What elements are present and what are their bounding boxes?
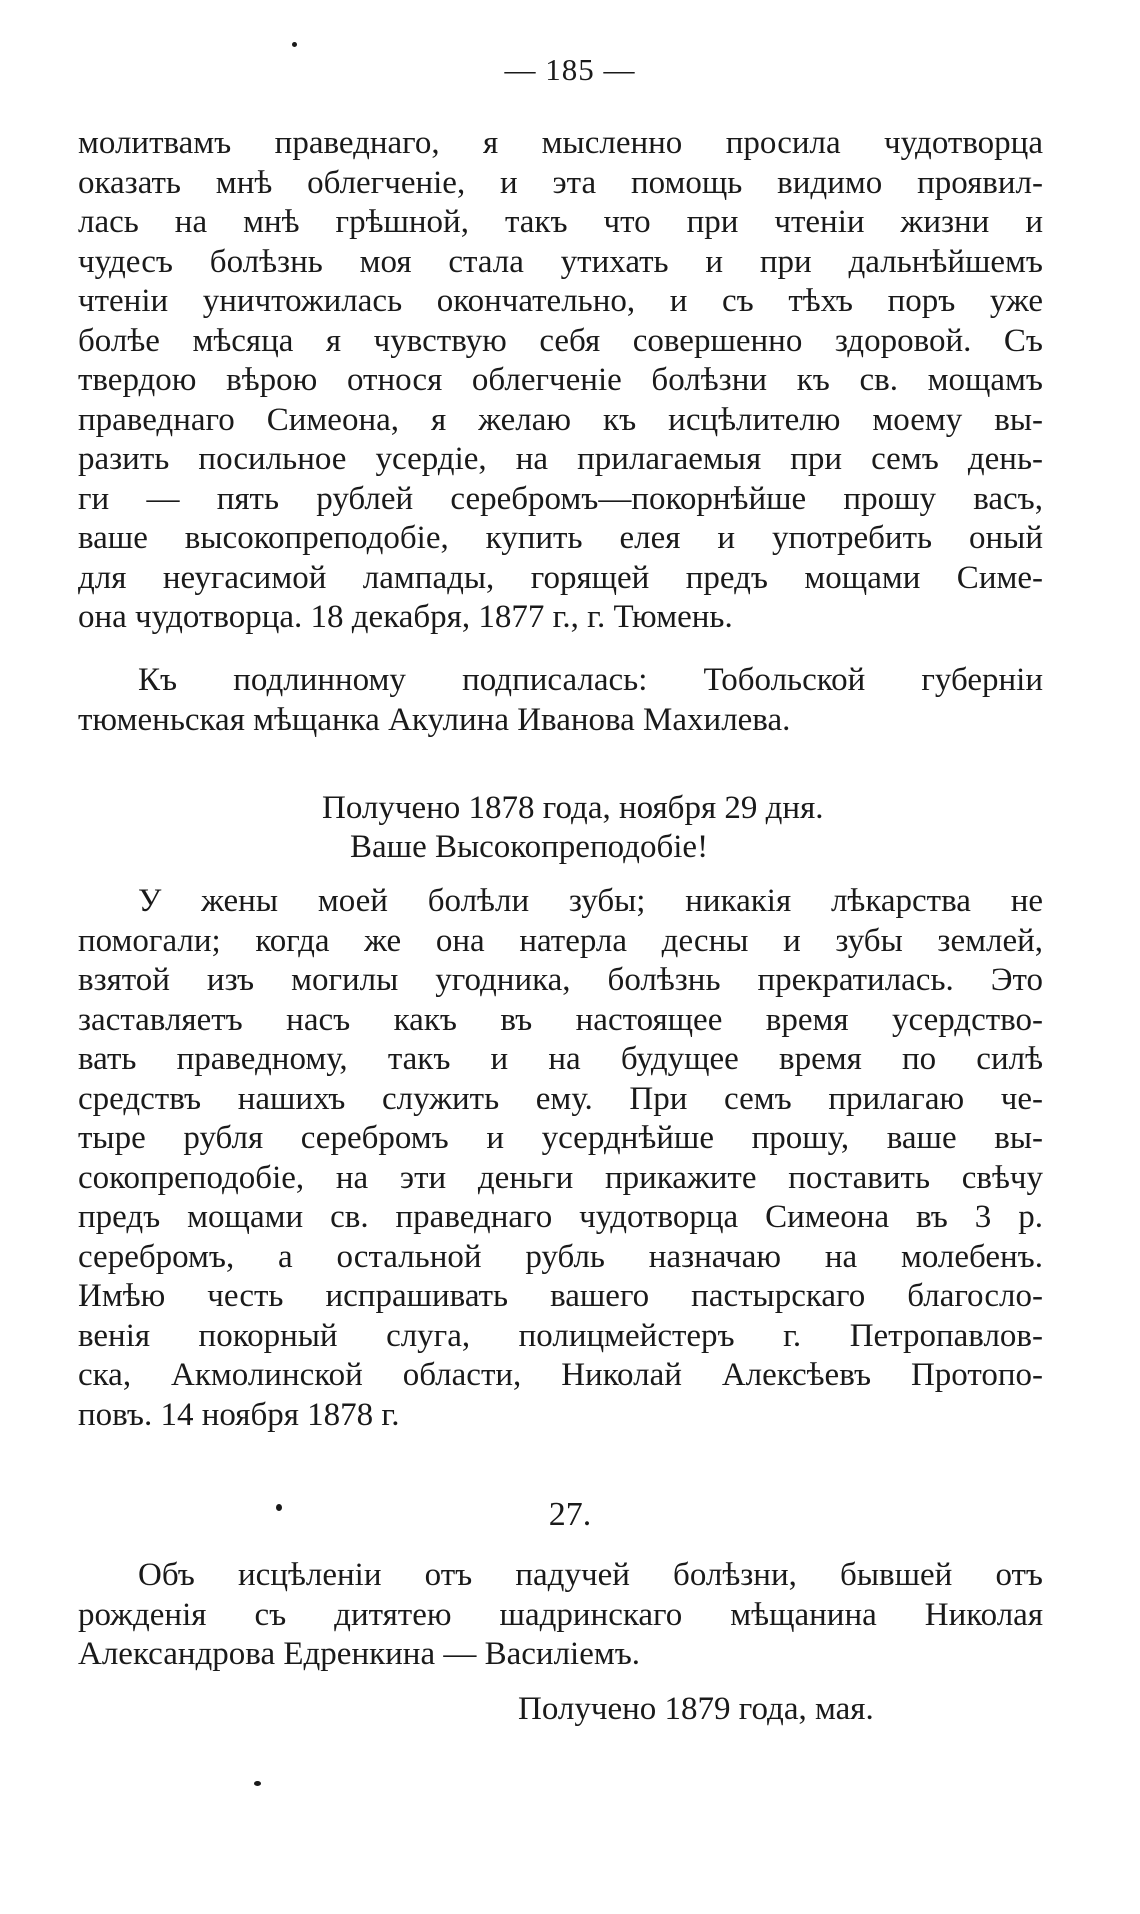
text-line: серебромъ, а остальной рубль назначаю на молебенъ. bbox=[78, 1238, 1043, 1275]
section-number: 27. bbox=[548, 1496, 592, 1533]
text-line: молитвамъ праведнаго, я мысленно просила чудотворца bbox=[78, 125, 1043, 161]
text-line: заставляетъ насъ какъ въ настоящее время усердство- bbox=[78, 1001, 1043, 1038]
text-line: средствъ нашихъ служить ему. При семъ прилагаю че- bbox=[78, 1080, 1043, 1117]
text-line: вать праведному, такъ и на будущее время по силѣ bbox=[78, 1041, 1043, 1077]
text-line: чудесъ болѣзнь моя стала утихать и при дальнѣйшемъ bbox=[78, 243, 1043, 280]
paragraph-2 bbox=[78, 661, 1043, 740]
text-line: сокопреподобіе, на эти деньги прикажите поставить свѣчу bbox=[78, 1159, 1043, 1196]
text-line: праведнаго Симеона, я желаю къ исцѣлителю моему вы- bbox=[78, 401, 1043, 438]
received-date-2: Получено 1879 года, мая. bbox=[518, 1691, 874, 1727]
line-text: оказать мнѣ облегченіе, и эта помощь видимо проявил- bbox=[78, 164, 1043, 201]
text-line: тюменьская мѣщанка Акулина Иванова Махилева. bbox=[78, 701, 791, 738]
text-line: Къ подлинному подписалась: Тобольской губерніи bbox=[138, 662, 1043, 698]
text-line: чтеніи уничтожилась окончательно, и съ тѣхъ поръ уже bbox=[78, 283, 1043, 319]
page-number: — 185 — bbox=[504, 52, 636, 87]
text-line: ги — пять рублей серебромъ—покорнѣйше прошу васъ, bbox=[78, 480, 1043, 517]
text-line: венія покорный слуга, полицмейстеръ г. Петропавлов- bbox=[78, 1317, 1043, 1354]
paragraph-1 bbox=[78, 124, 1043, 638]
text-line: взятой изъ могилы угодника, болѣзнь прекратилась. Это bbox=[78, 962, 1043, 998]
paragraph-3 bbox=[78, 882, 1043, 1435]
text-line: У жены моей болѣли зубы; никакія лѣкарства не bbox=[138, 883, 1043, 919]
text-line bbox=[78, 164, 1043, 204]
text-line: разить посильное усердіе, на прилагаемыя при семъ день- bbox=[78, 441, 1043, 477]
text-line: Имѣю честь испрашивать вашего пастырскаго благосло- bbox=[78, 1278, 1043, 1314]
text-line: помогали; когда же она натерла десны и зубы землей, bbox=[78, 922, 1043, 959]
text-line: ска, Акмолинской области, Николай Алексѣевъ Протопо- bbox=[78, 1357, 1043, 1393]
print-speck bbox=[254, 1781, 261, 1786]
text-line: она чудотворца. 18 декабря, 1877 г., г. Тюмень. bbox=[78, 599, 733, 635]
paragraph-4 bbox=[78, 1556, 1043, 1675]
text-line: Объ исцѣленіи отъ падучей болѣзни, бывшей отъ bbox=[138, 1557, 1043, 1593]
text-line: болѣе мѣсяца я чувствую себя совершенно здоровой. Съ bbox=[78, 322, 1043, 359]
salutation: Ваше Высокопреподобіе! bbox=[350, 829, 709, 865]
text-line: рожденія съ дитятею шадринскаго мѣщанина Николая bbox=[78, 1596, 1043, 1633]
text-line: предъ мощами св. праведнаго чудотворца Симеона въ 3 р. bbox=[78, 1199, 1043, 1235]
text-line: твердою вѣрою относя облегченіе болѣзни къ св. мощамъ bbox=[78, 362, 1043, 398]
print-speck bbox=[292, 42, 297, 47]
text-line: лась на мнѣ грѣшной, такъ что при чтеніи жизни и bbox=[78, 204, 1043, 240]
text-line: ваше высокопреподобіе, купить елея и употребить оный bbox=[78, 520, 1043, 556]
received-date-1: Получено 1878 года, ноября 29 дня. bbox=[322, 790, 824, 826]
text-line: повъ. 14 ноября 1878 г. bbox=[78, 1396, 400, 1433]
text-line: тыре рубля серебромъ и усерднѣйше прошу, ваше вы- bbox=[78, 1120, 1043, 1156]
text-line: для неугасимой лампады, горящей предъ мощами Симе- bbox=[78, 559, 1043, 596]
text-line: Александрова Едренкина — Василіемъ. bbox=[78, 1636, 641, 1672]
